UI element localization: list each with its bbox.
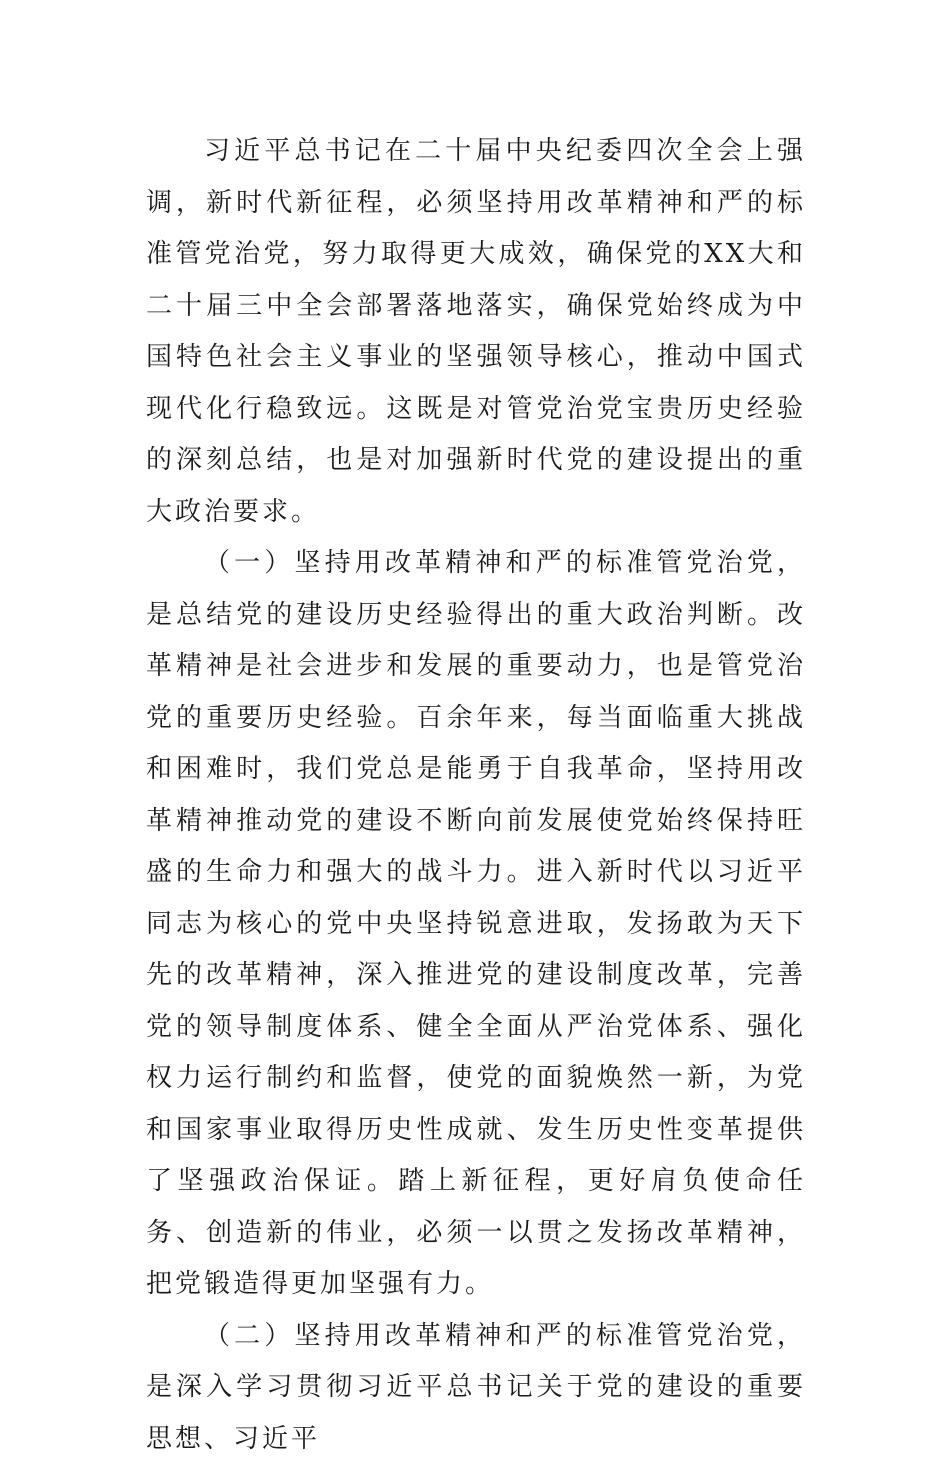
paragraph-intro: 习近平总书记在二十届中央纪委四次全会上强调，新时代新征程，必须坚持用改革精神和严的标准管党治党，努力取得更大成效，确保党的XX大和二十届三中全会部署落地落实，确保党始终成为中国特色社会主义事业的坚强领导核心，推动中国式现代化行稳致远。这既是对管党治党宝贵历史经验的深刻总结，也是对加强新时代党的建设提出的重大政治要求。 bbox=[146, 126, 806, 538]
paragraph-section-2: （二）坚持用改革精神和严的标准管党治党，是深入学习贯彻习近平总书记关于党的建设的重要思想、习近平 bbox=[146, 1311, 806, 1465]
document-body bbox=[146, 126, 806, 1465]
paragraph-section-1: （一）坚持用改革精神和严的标准管党治党，是总结党的建设历史经验得出的重大政治判断。改革精神是社会进步和发展的重要动力，也是管党治党的重要历史经验。百余年来，每当面临重大挑战和困难时，我们党总是能勇于自我革命，坚持用改革精神推动党的建设不断向前发展使党始终保持旺盛的生命力和强大的战斗力。进入新时代以习近平同志为核心的党中央坚持锐意进取，发扬敢为天下先的改革精神，深入推进党的建设制度改革，完善党的领导制度体系、健全全面从严治党体系、强化权力运行制约和监督，使党的面貌焕然一新，为党和国家事业取得历史性成就、发生历史性变革提供了坚强政治保证。踏上新征程，更好肩负使命任务、创造新的伟业，必须一以贯之发扬改革精神，把党锻造得更加坚强有力。 bbox=[146, 538, 806, 1311]
